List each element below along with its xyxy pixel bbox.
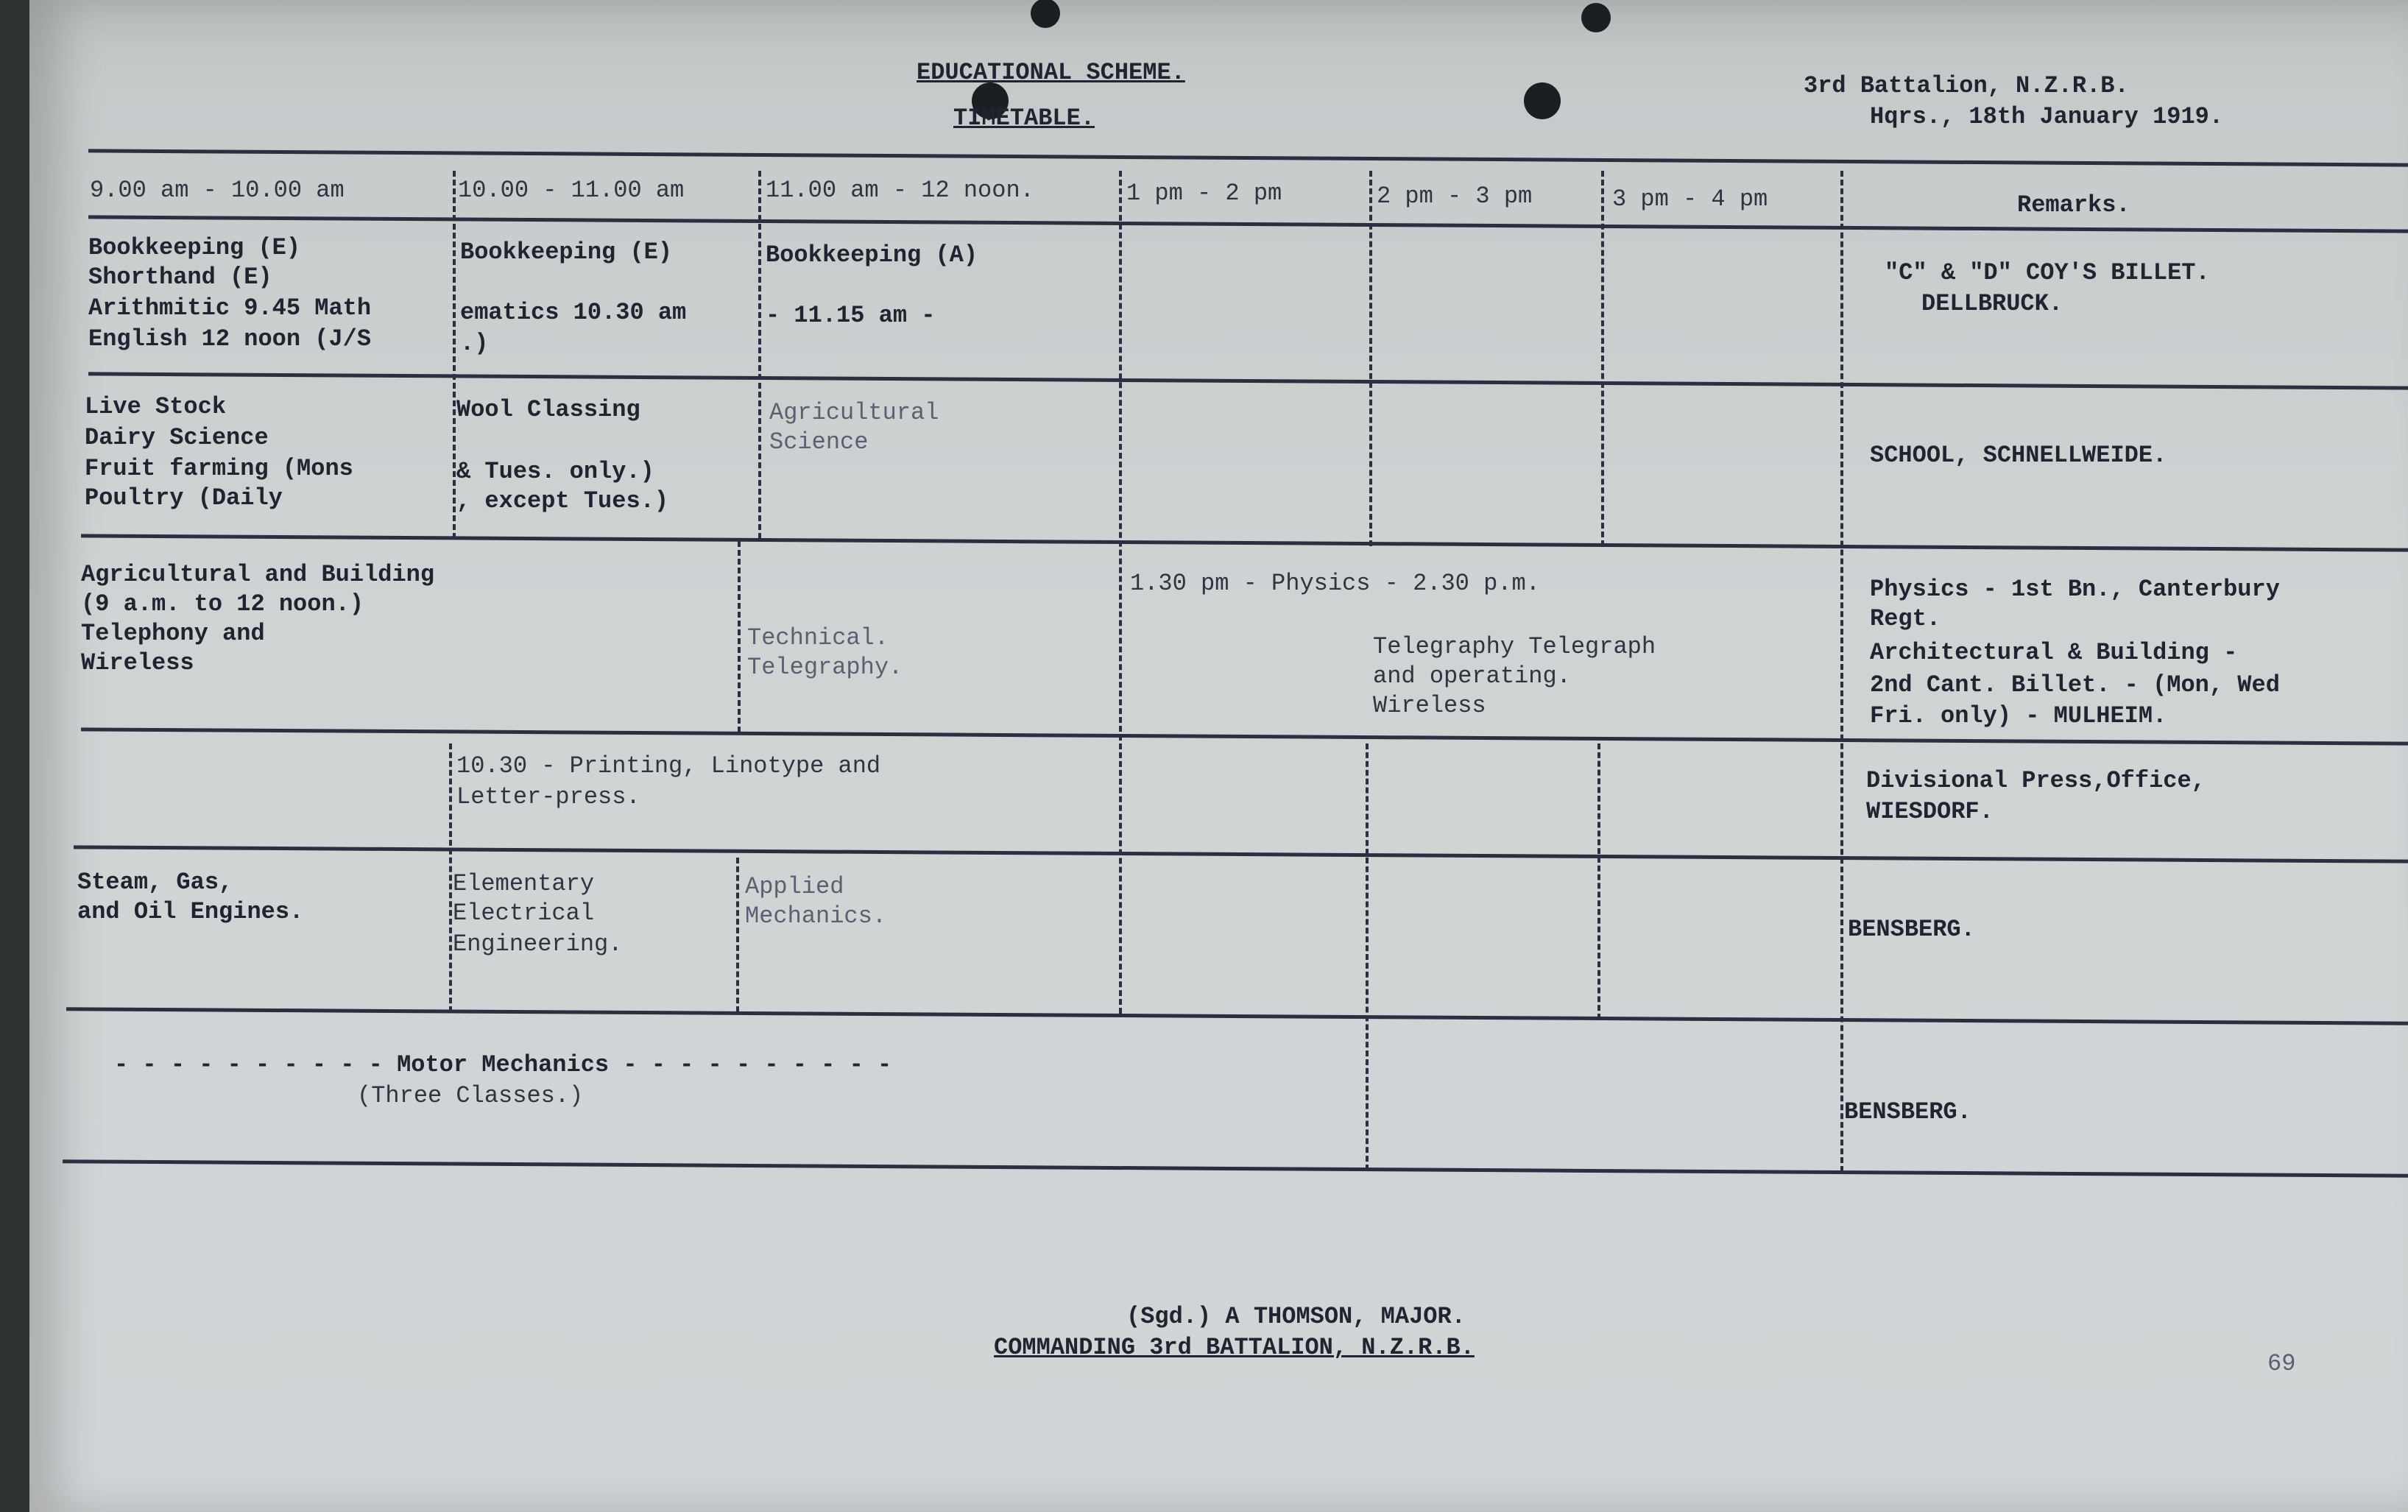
cell-text: English 12 noon (J/S bbox=[88, 325, 372, 353]
page-number: 69 bbox=[2267, 1350, 2296, 1377]
table-rule bbox=[88, 372, 2408, 389]
column-rule bbox=[738, 541, 741, 732]
cell-text: Divisional Press,Office, bbox=[1866, 767, 2206, 794]
cell-text: & Tues. only.) bbox=[456, 458, 654, 485]
cell-text: Wireless bbox=[81, 649, 194, 676]
cell-text: Engineering. bbox=[453, 930, 623, 958]
cell-text: Applied bbox=[745, 873, 844, 900]
column-header: 2 pm - 3 pm bbox=[1377, 183, 1533, 210]
document-page bbox=[29, 0, 2408, 1512]
column-rule bbox=[453, 171, 456, 539]
column-rule bbox=[1119, 171, 1122, 1014]
cell-text: BENSBERG. bbox=[1848, 916, 1975, 943]
cell-text: Poultry (Daily bbox=[85, 484, 283, 512]
punch-hole bbox=[1031, 0, 1060, 28]
table-rule bbox=[88, 149, 2408, 166]
table-rule bbox=[81, 534, 2408, 551]
column-rule bbox=[758, 171, 761, 539]
cell-text: , except Tues.) bbox=[456, 487, 669, 515]
cell-text: Letter-press. bbox=[456, 783, 640, 810]
cell-text: DELLBRUCK. bbox=[1921, 290, 2063, 317]
table-rule bbox=[74, 845, 2408, 863]
cell-text: Agricultural and Building bbox=[81, 561, 435, 588]
column-rule bbox=[736, 858, 739, 1012]
cell-text: Mechanics. bbox=[745, 902, 887, 930]
cell-text: Science bbox=[769, 428, 869, 456]
commanding-line: COMMANDING 3rd BATTALION, N.Z.R.B. bbox=[994, 1334, 1475, 1361]
cell-text: Bookkeeping (E) bbox=[88, 234, 301, 261]
table-rule bbox=[66, 1007, 2408, 1025]
column-rule bbox=[1366, 743, 1369, 1170]
cell-text: Fruit farming (Mons bbox=[85, 455, 353, 482]
column-header: 10.00 - 11.00 am bbox=[458, 177, 685, 204]
column-rule bbox=[1369, 171, 1372, 546]
column-header: 1 pm - 2 pm bbox=[1126, 180, 1282, 207]
cell-text: Wool Classing bbox=[456, 396, 640, 423]
cell-text: .) bbox=[460, 330, 489, 357]
cell-text: Live Stock bbox=[85, 393, 227, 420]
cell-text: 1.30 pm - Physics - 2.30 p.m. bbox=[1130, 570, 1540, 597]
cell-text: Bookkeeping (A) bbox=[766, 241, 978, 269]
cell-text: 2nd Cant. Billet. - (Mon, Wed bbox=[1870, 671, 2280, 699]
cell-text: - - - - - - - - - - Motor Mechanics - - - - - - - - - - bbox=[114, 1051, 892, 1078]
column-header: 9.00 am - 10.00 am bbox=[90, 177, 345, 204]
cell-text: Electrical bbox=[453, 900, 595, 927]
column-header: 11.00 am - 12 noon. bbox=[766, 177, 1034, 204]
document-title: EDUCATIONAL SCHEME. bbox=[917, 59, 1185, 86]
punch-hole bbox=[1524, 82, 1561, 119]
punch-hole bbox=[1581, 3, 1611, 32]
cell-text: Bookkeeping (E) bbox=[460, 239, 673, 266]
column-rule bbox=[449, 743, 452, 1012]
cell-text: WIESDORF. bbox=[1866, 798, 1994, 825]
cell-text: Telephony and bbox=[81, 620, 265, 647]
document-subtitle: TIMETABLE. bbox=[953, 105, 1095, 132]
cell-text: Regt. bbox=[1870, 605, 1941, 632]
cell-text: SCHOOL, SCHNELLWEIDE. bbox=[1870, 442, 2167, 469]
cell-text: Dairy Science bbox=[85, 424, 269, 451]
cell-text: and operating. bbox=[1373, 663, 1571, 690]
cell-text: ematics 10.30 am bbox=[460, 299, 687, 326]
cell-text: Agricultural bbox=[769, 399, 939, 426]
cell-text: "C" & "D" COY'S BILLET. bbox=[1885, 259, 2210, 286]
cell-text: and Oil Engines. bbox=[77, 898, 304, 925]
cell-text: Fri. only) - MULHEIM. bbox=[1870, 702, 2167, 729]
cell-text: (Three Classes.) bbox=[357, 1082, 584, 1109]
cell-text: BENSBERG. bbox=[1844, 1098, 1971, 1126]
cell-text: (9 a.m. to 12 noon.) bbox=[81, 590, 364, 618]
cell-text: Telegraphy. bbox=[747, 654, 903, 681]
cell-text: Shorthand (E) bbox=[88, 264, 272, 291]
signature-line: (Sgd.) A THOMSON, MAJOR. bbox=[1126, 1303, 1466, 1330]
unit-name: 3rd Battalion, N.Z.R.B. bbox=[1804, 72, 2129, 99]
column-rule bbox=[1601, 171, 1604, 546]
cell-text: Steam, Gas, bbox=[77, 869, 233, 896]
cell-text: Wireless bbox=[1373, 692, 1486, 719]
cell-text: - 11.15 am - bbox=[766, 302, 936, 329]
cell-text: Technical. bbox=[747, 624, 889, 651]
cell-text: Arithmitic 9.45 Math bbox=[88, 294, 372, 322]
column-rule bbox=[1597, 743, 1600, 1020]
hq-date: Hqrs., 18th January 1919. bbox=[1870, 103, 2224, 130]
cell-text: Elementary bbox=[453, 870, 595, 897]
column-rule bbox=[1840, 171, 1843, 1172]
cell-text: Architectural & Building - bbox=[1870, 639, 2238, 666]
column-header-remarks: Remarks. bbox=[2017, 191, 2130, 219]
cell-text: 10.30 - Printing, Linotype and bbox=[456, 752, 881, 780]
table-rule bbox=[63, 1159, 2408, 1177]
cell-text: Physics - 1st Bn., Canterbury bbox=[1870, 576, 2280, 603]
cell-text: Telegraphy Telegraph bbox=[1373, 633, 1656, 660]
column-header: 3 pm - 4 pm bbox=[1612, 186, 1768, 213]
